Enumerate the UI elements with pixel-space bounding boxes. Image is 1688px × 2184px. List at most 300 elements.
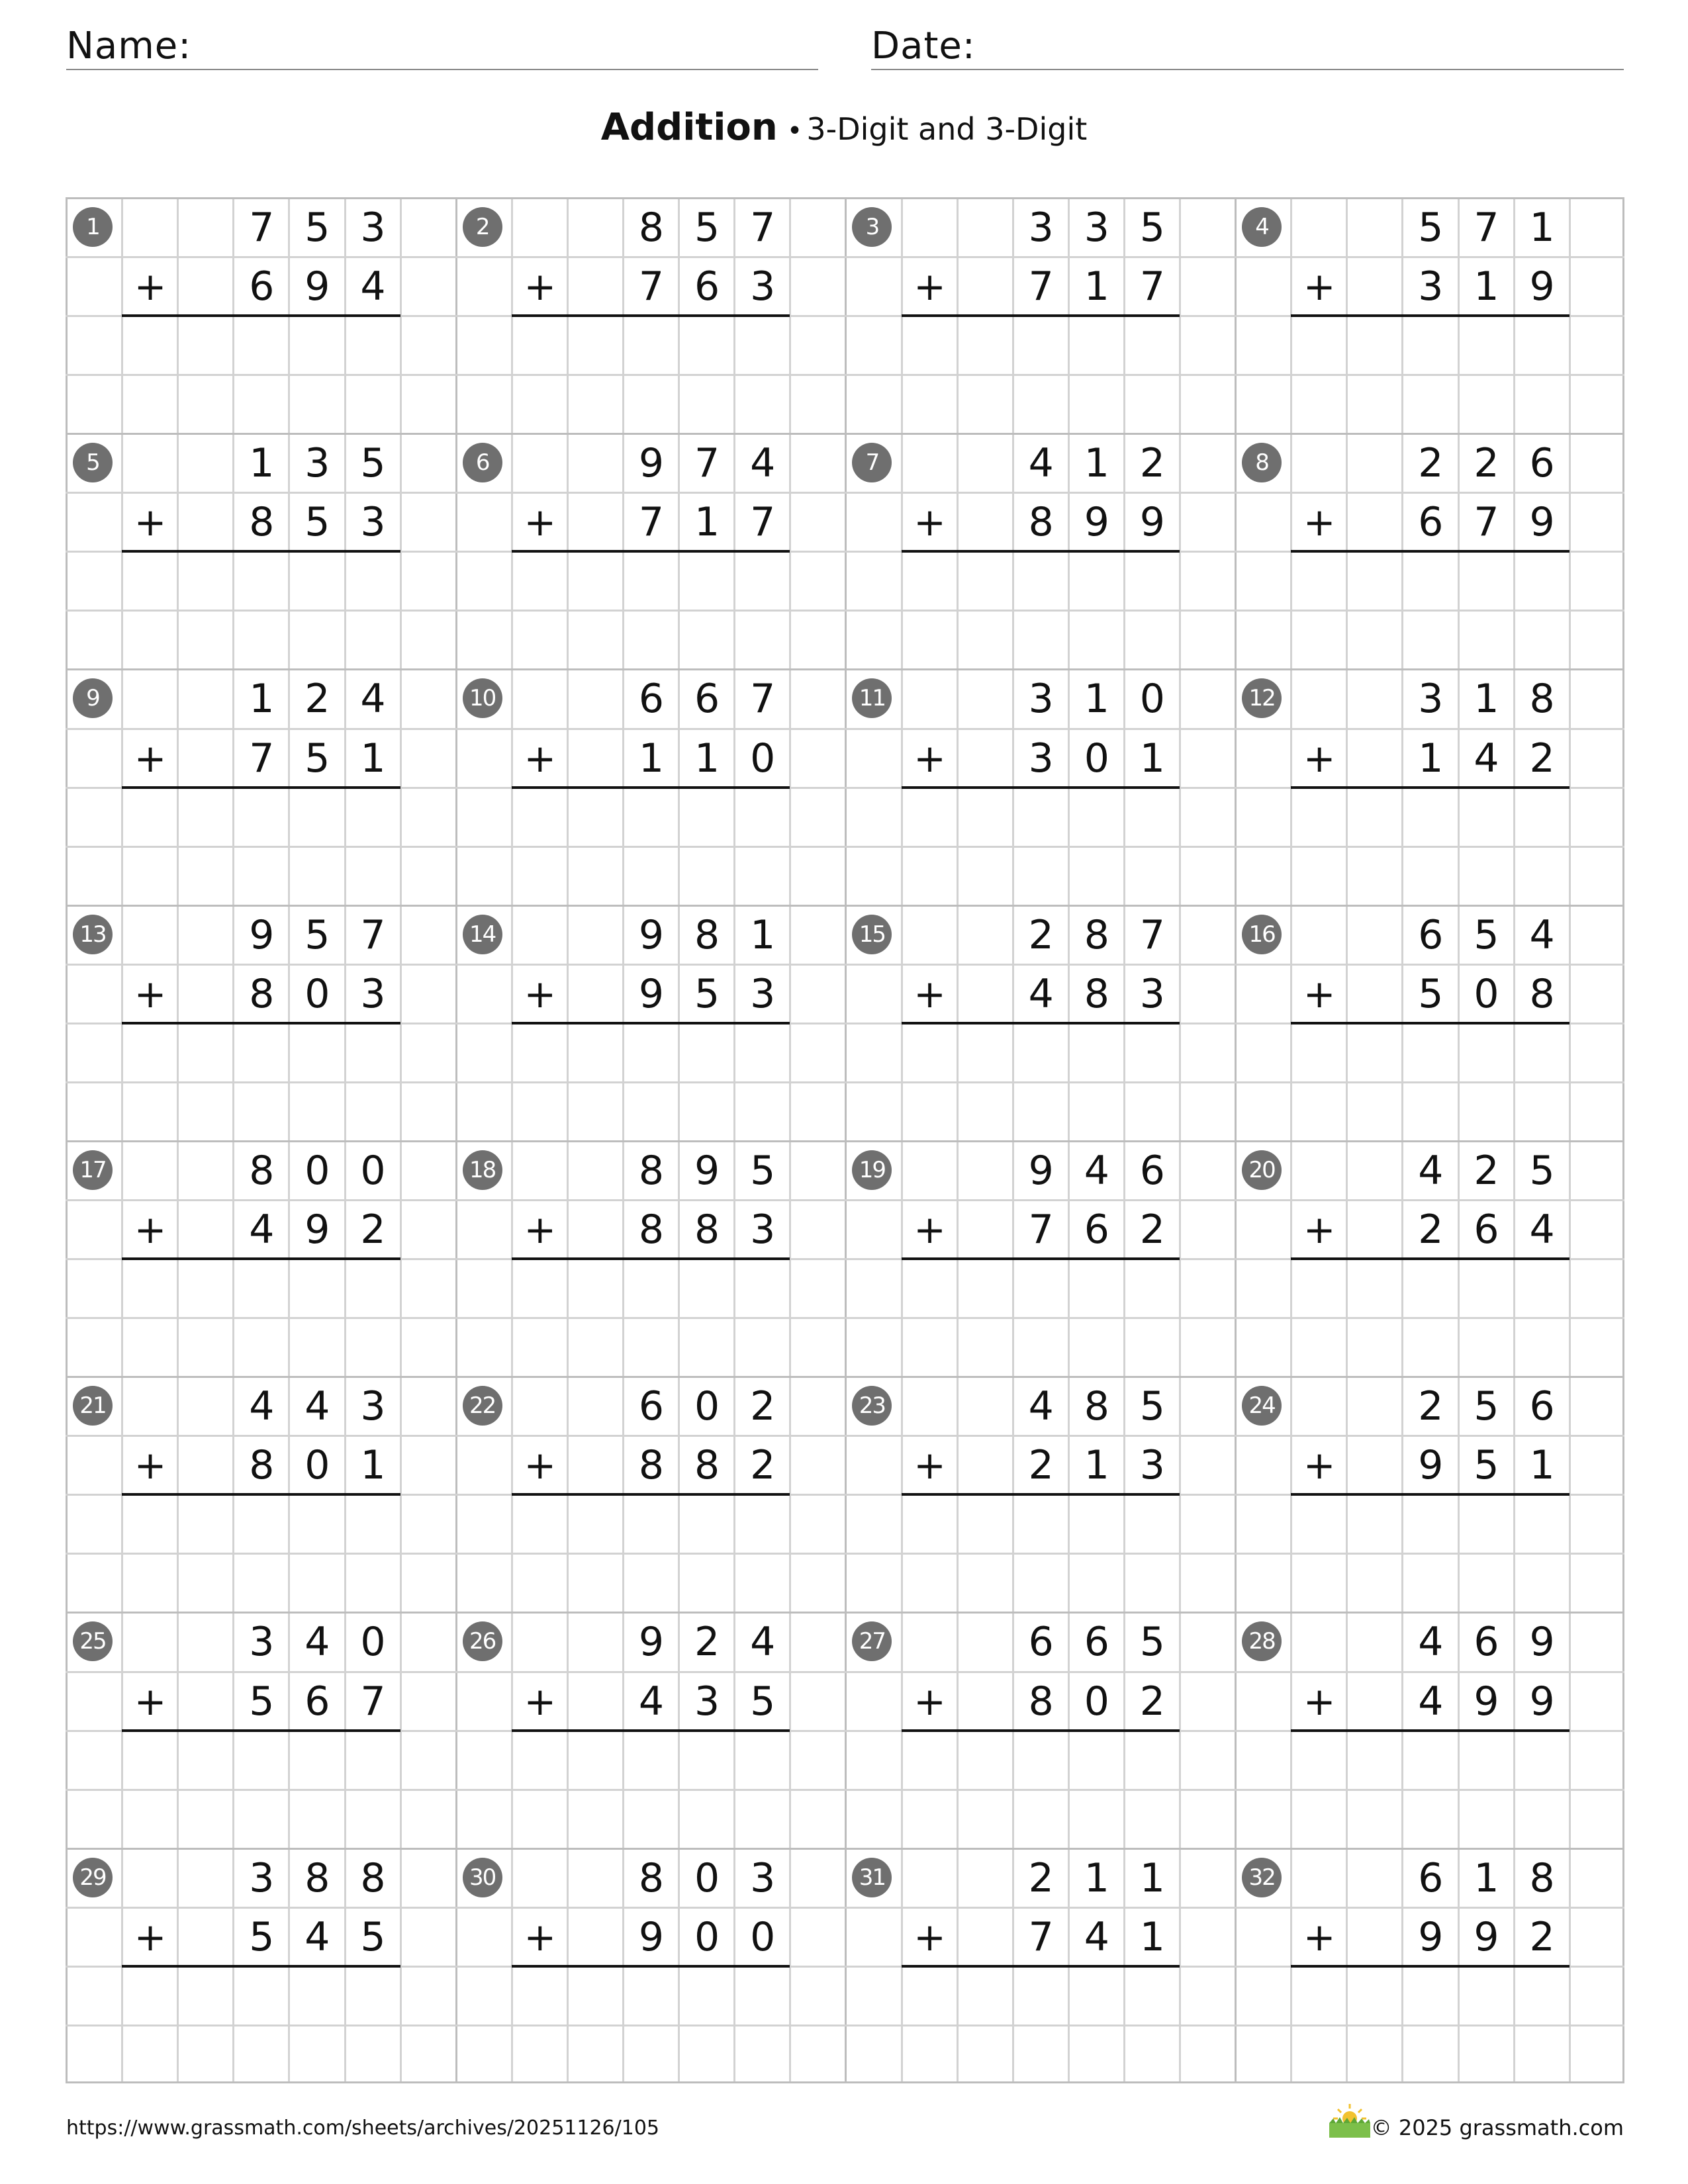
problem-number-badge: 21 <box>73 1386 113 1426</box>
answer-area[interactable] <box>513 1496 788 1551</box>
answer-area[interactable] <box>903 317 1178 372</box>
bottom-addend-digit: 7 <box>750 499 776 546</box>
top-addend-digit: 6 <box>1418 911 1444 958</box>
bottom-addend-digit: 4 <box>638 1678 665 1725</box>
bottom-addend-digit: 3 <box>1418 263 1444 310</box>
top-addend-digit: 8 <box>1529 1854 1555 1901</box>
bottom-addend-digit: 6 <box>1474 1206 1499 1253</box>
problem-number-badge: 8 <box>1242 443 1282 482</box>
bottom-addend-digit: 3 <box>750 1206 776 1253</box>
bottom-addend-digit: 9 <box>1474 1678 1499 1725</box>
bottom-addend-digit: 5 <box>750 1678 776 1725</box>
top-addend-digit: 5 <box>1474 911 1499 958</box>
top-addend-digit: 4 <box>305 1383 330 1430</box>
top-addend-digit: 2 <box>1418 1383 1444 1430</box>
top-addend-digit: 1 <box>1474 1854 1499 1901</box>
plus-sign: + <box>134 1443 167 1488</box>
bottom-addend-digit: 3 <box>750 970 776 1017</box>
top-addend-digit: 6 <box>1139 1147 1165 1194</box>
top-addend-digit: 6 <box>1529 440 1555 487</box>
bottom-addend-digit: 8 <box>1529 970 1555 1017</box>
problem-number-badge: 26 <box>463 1621 502 1661</box>
answer-area[interactable] <box>1292 553 1567 608</box>
bottom-addend-digit: 0 <box>750 1913 776 1960</box>
bottom-addend-digit: 3 <box>750 263 776 310</box>
top-addend-digit: 2 <box>694 1619 720 1666</box>
top-addend-digit: 3 <box>750 1854 776 1901</box>
top-addend-digit: 5 <box>1139 205 1165 251</box>
bottom-addend-digit: 3 <box>360 499 386 546</box>
plus-sign: + <box>1303 1207 1336 1253</box>
top-addend-digit: 4 <box>1028 440 1054 487</box>
top-addend-digit: 7 <box>249 205 275 251</box>
bottom-addend-digit: 9 <box>1139 499 1165 546</box>
problem-number-badge: 19 <box>852 1150 892 1190</box>
top-addend-digit: 6 <box>1028 1619 1054 1666</box>
top-addend-digit: 4 <box>249 1383 275 1430</box>
bottom-addend-digit: 1 <box>1084 1442 1109 1489</box>
bottom-addend-digit: 9 <box>1529 499 1555 546</box>
answer-area[interactable] <box>1292 1024 1567 1079</box>
top-addend-digit: 6 <box>1474 1619 1499 1666</box>
top-addend-digit: 6 <box>694 676 720 723</box>
bottom-addend-digit: 6 <box>1084 1206 1109 1253</box>
grid-line-horizontal <box>66 1317 1624 1319</box>
bottom-addend-digit: 2 <box>1418 1206 1444 1253</box>
bottom-addend-digit: 8 <box>1084 970 1109 1017</box>
bottom-addend-digit: 8 <box>1028 499 1054 546</box>
plus-sign: + <box>914 1914 946 1960</box>
problem-number-badge: 6 <box>463 443 502 482</box>
plus-sign: + <box>1303 1678 1336 1724</box>
answer-area[interactable] <box>513 553 788 608</box>
top-addend-digit: 0 <box>694 1854 720 1901</box>
bottom-addend-digit: 7 <box>1474 499 1499 546</box>
top-addend-digit: 3 <box>1084 205 1109 251</box>
grid-line-horizontal <box>66 846 1624 848</box>
bottom-addend-digit: 2 <box>360 1206 386 1253</box>
top-addend-digit: 7 <box>1474 205 1499 251</box>
top-addend-digit: 5 <box>750 1147 776 1194</box>
grass-sun-logo-icon <box>1327 2101 1373 2140</box>
top-addend-digit: 8 <box>249 1147 275 1194</box>
top-addend-digit: 1 <box>1084 676 1109 723</box>
top-addend-digit: 2 <box>1028 1854 1054 1901</box>
answer-area[interactable] <box>1292 317 1567 372</box>
bottom-addend-digit: 1 <box>1529 1442 1555 1489</box>
title-main: Addition <box>600 106 778 149</box>
problem-number-badge: 10 <box>463 678 502 718</box>
top-addend-digit: 5 <box>1529 1147 1555 1194</box>
answer-area[interactable] <box>903 789 1178 844</box>
plus-sign: + <box>524 735 557 781</box>
problem-number-badge: 4 <box>1242 207 1282 247</box>
answer-area[interactable] <box>1292 1260 1567 1315</box>
top-addend-digit: 8 <box>1084 1383 1109 1430</box>
top-addend-digit: 4 <box>750 440 776 487</box>
top-addend-digit: 9 <box>638 1619 665 1666</box>
answer-area[interactable] <box>123 1496 398 1551</box>
top-addend-digit: 4 <box>1084 1147 1109 1194</box>
top-addend-digit: 7 <box>1139 911 1165 958</box>
plus-sign: + <box>1303 971 1336 1017</box>
bottom-addend-digit: 9 <box>638 970 665 1017</box>
answer-area[interactable] <box>903 553 1178 608</box>
top-addend-digit: 5 <box>360 440 386 487</box>
answer-area[interactable] <box>1292 1968 1567 2023</box>
bottom-addend-digit: 3 <box>360 970 386 1017</box>
top-addend-digit: 8 <box>360 1854 386 1901</box>
top-addend-digit: 8 <box>694 911 720 958</box>
top-addend-digit: 7 <box>360 911 386 958</box>
plus-sign: + <box>134 1678 167 1724</box>
top-addend-digit: 0 <box>305 1147 330 1194</box>
problem-number-badge: 28 <box>1242 1621 1282 1661</box>
bottom-addend-digit: 1 <box>360 1442 386 1489</box>
problem-number-badge: 20 <box>1242 1150 1282 1190</box>
grid-line-horizontal <box>66 1789 1624 1791</box>
top-addend-digit: 5 <box>694 205 720 251</box>
answer-area[interactable] <box>513 1732 788 1787</box>
answer-area[interactable] <box>123 317 398 372</box>
bottom-addend-digit: 7 <box>1139 263 1165 310</box>
top-addend-digit: 3 <box>360 205 386 251</box>
bottom-addend-digit: 8 <box>1028 1678 1054 1725</box>
bottom-addend-digit: 4 <box>1084 1913 1109 1960</box>
top-addend-digit: 9 <box>694 1147 720 1194</box>
bottom-addend-digit: 9 <box>1529 1678 1555 1725</box>
grid-line-horizontal <box>66 610 1624 612</box>
bottom-addend-digit: 2 <box>750 1442 776 1489</box>
plus-sign: + <box>134 971 167 1017</box>
problem-number-badge: 11 <box>852 678 892 718</box>
bottom-addend-digit: 2 <box>1139 1206 1165 1253</box>
bottom-addend-digit: 6 <box>1418 499 1444 546</box>
bottom-addend-digit: 2 <box>1139 1678 1165 1725</box>
top-addend-digit: 8 <box>638 1147 665 1194</box>
grid-line-horizontal <box>66 374 1624 376</box>
top-addend-digit: 8 <box>1529 676 1555 723</box>
plus-sign: + <box>524 1678 557 1724</box>
bottom-addend-digit: 5 <box>694 970 720 1017</box>
problem-number-badge: 15 <box>852 915 892 954</box>
bottom-addend-digit: 5 <box>305 499 330 546</box>
problem-number-badge: 18 <box>463 1150 502 1190</box>
bottom-addend-digit: 8 <box>638 1442 665 1489</box>
plus-sign: + <box>914 971 946 1017</box>
top-addend-digit: 6 <box>638 676 665 723</box>
bottom-addend-digit: 9 <box>638 1913 665 1960</box>
problem-number-badge: 30 <box>463 1858 502 1897</box>
top-addend-digit: 3 <box>249 1619 275 1666</box>
bottom-addend-digit: 1 <box>1139 735 1165 782</box>
problem-number-badge: 27 <box>852 1621 892 1661</box>
name-field[interactable] <box>66 20 818 70</box>
top-addend-digit: 6 <box>638 1383 665 1430</box>
bottom-addend-digit: 3 <box>1028 735 1054 782</box>
bottom-addend-digit: 4 <box>1474 735 1499 782</box>
plus-sign: + <box>1303 500 1336 545</box>
grid-line-horizontal <box>66 1553 1624 1555</box>
bottom-addend-digit: 0 <box>305 970 330 1017</box>
plus-sign: + <box>1303 1443 1336 1488</box>
top-addend-digit: 1 <box>750 911 776 958</box>
top-addend-digit: 2 <box>1474 1147 1499 1194</box>
top-addend-digit: 4 <box>1028 1383 1054 1430</box>
bottom-addend-digit: 2 <box>1028 1442 1054 1489</box>
bottom-addend-digit: 5 <box>249 1913 275 1960</box>
top-addend-digit: 6 <box>1418 1854 1444 1901</box>
problem-grid <box>66 197 1624 2083</box>
bottom-addend-digit: 9 <box>305 263 330 310</box>
bottom-addend-digit: 9 <box>1418 1442 1444 1489</box>
problem-number-badge: 17 <box>73 1150 113 1190</box>
top-addend-digit: 3 <box>249 1854 275 1901</box>
plus-sign: + <box>914 1443 946 1488</box>
answer-area[interactable] <box>903 1496 1178 1551</box>
plus-sign: + <box>134 1207 167 1253</box>
top-addend-digit: 8 <box>305 1854 330 1901</box>
problem-number-badge: 24 <box>1242 1386 1282 1426</box>
top-addend-digit: 3 <box>1028 676 1054 723</box>
top-addend-digit: 7 <box>750 205 776 251</box>
plus-sign: + <box>134 264 167 310</box>
answer-area[interactable] <box>513 317 788 372</box>
problem-number-badge: 32 <box>1242 1858 1282 1897</box>
problem-number-badge: 12 <box>1242 678 1282 718</box>
plus-sign: + <box>524 500 557 545</box>
bottom-addend-digit: 4 <box>1418 1678 1444 1725</box>
top-addend-digit: 5 <box>1474 1383 1499 1430</box>
top-addend-digit: 4 <box>360 676 386 723</box>
bottom-addend-digit: 9 <box>1474 1913 1499 1960</box>
bottom-addend-digit: 1 <box>694 499 720 546</box>
footer-url: https://www.grassmath.com/sheets/archives/20251126/105 <box>66 2116 660 2140</box>
top-addend-digit: 1 <box>1474 676 1499 723</box>
problem-number-badge: 2 <box>463 207 502 247</box>
grid-line-horizontal <box>66 1081 1624 1083</box>
footer-copyright: © 2025 grassmath.com <box>1370 2115 1624 2140</box>
answer-area[interactable] <box>513 1968 788 2023</box>
plus-sign: + <box>914 500 946 545</box>
title-subtitle: 3-Digit and 3-Digit <box>806 111 1088 147</box>
top-addend-digit: 1 <box>1139 1854 1165 1901</box>
answer-area[interactable] <box>903 1024 1178 1079</box>
date-field[interactable] <box>871 20 1624 70</box>
bottom-addend-digit: 0 <box>1084 1678 1109 1725</box>
bottom-addend-digit: 7 <box>1028 263 1054 310</box>
bottom-addend-digit: 7 <box>249 735 275 782</box>
top-addend-digit: 1 <box>249 440 275 487</box>
top-addend-digit: 2 <box>1139 440 1165 487</box>
top-addend-digit: 8 <box>638 205 665 251</box>
plus-sign: + <box>524 1443 557 1488</box>
top-addend-digit: 6 <box>1084 1619 1109 1666</box>
answer-area[interactable] <box>123 1260 398 1315</box>
top-addend-digit: 9 <box>1529 1619 1555 1666</box>
top-addend-digit: 3 <box>360 1383 386 1430</box>
top-addend-digit: 4 <box>1418 1147 1444 1194</box>
grid-line-horizontal <box>66 2025 1624 2026</box>
top-addend-digit: 3 <box>305 440 330 487</box>
answer-area[interactable] <box>1292 789 1567 844</box>
bottom-addend-digit: 0 <box>1474 970 1499 1017</box>
top-addend-digit: 0 <box>360 1619 386 1666</box>
answer-area[interactable] <box>903 1260 1178 1315</box>
bottom-addend-digit: 8 <box>694 1442 720 1489</box>
bottom-addend-digit: 2 <box>1529 1913 1555 1960</box>
problem-number-badge: 14 <box>463 915 502 954</box>
top-addend-digit: 1 <box>1084 440 1109 487</box>
answer-area[interactable] <box>513 1024 788 1079</box>
bottom-addend-digit: 1 <box>638 735 665 782</box>
top-addend-digit: 8 <box>1084 911 1109 958</box>
bottom-addend-digit: 0 <box>305 1442 330 1489</box>
plus-sign: + <box>524 1207 557 1253</box>
top-addend-digit: 9 <box>1028 1147 1054 1194</box>
answer-area[interactable] <box>123 1732 398 1787</box>
answer-area[interactable] <box>903 1732 1178 1787</box>
bottom-addend-digit: 0 <box>1084 735 1109 782</box>
bottom-addend-digit: 4 <box>249 1206 275 1253</box>
bottom-addend-digit: 6 <box>694 263 720 310</box>
answer-area[interactable] <box>903 1968 1178 2023</box>
bottom-addend-digit: 4 <box>1028 970 1054 1017</box>
bottom-addend-digit: 3 <box>1139 1442 1165 1489</box>
bottom-addend-digit: 3 <box>694 1678 720 1725</box>
top-addend-digit: 7 <box>750 676 776 723</box>
top-addend-digit: 5 <box>1139 1383 1165 1430</box>
top-addend-digit: 3 <box>1028 205 1054 251</box>
plus-sign: + <box>134 735 167 781</box>
top-addend-digit: 2 <box>305 676 330 723</box>
date-label: Date: <box>871 24 976 68</box>
bottom-addend-digit: 8 <box>249 970 275 1017</box>
plus-sign: + <box>914 735 946 781</box>
plus-sign: + <box>1303 1914 1336 1960</box>
bottom-addend-digit: 7 <box>638 499 665 546</box>
bottom-addend-digit: 4 <box>360 263 386 310</box>
bottom-addend-digit: 1 <box>694 735 720 782</box>
top-addend-digit: 5 <box>305 911 330 958</box>
plus-sign: + <box>134 500 167 545</box>
problem-number-badge: 5 <box>73 443 113 482</box>
problem-number-badge: 9 <box>73 678 113 718</box>
top-addend-digit: 2 <box>1474 440 1499 487</box>
problem-number-badge: 31 <box>852 1858 892 1897</box>
answer-area[interactable] <box>123 553 398 608</box>
bottom-addend-digit: 8 <box>638 1206 665 1253</box>
bottom-addend-digit: 1 <box>1084 263 1109 310</box>
plus-sign: + <box>524 1914 557 1960</box>
name-label: Name: <box>66 24 192 68</box>
problem-number-badge: 29 <box>73 1858 113 1897</box>
problem-number-badge: 7 <box>852 443 892 482</box>
bottom-addend-digit: 7 <box>1028 1913 1054 1960</box>
top-addend-digit: 4 <box>750 1619 776 1666</box>
answer-area[interactable] <box>123 1024 398 1079</box>
top-addend-digit: 9 <box>638 911 665 958</box>
plus-sign: + <box>1303 264 1336 310</box>
top-addend-digit: 0 <box>360 1147 386 1194</box>
answer-area[interactable] <box>123 1968 398 2023</box>
bottom-addend-digit: 5 <box>305 735 330 782</box>
problem-number-badge: 3 <box>852 207 892 247</box>
top-addend-digit: 1 <box>1529 205 1555 251</box>
plus-sign: + <box>134 1914 167 1960</box>
answer-area[interactable] <box>513 789 788 844</box>
grid-line-horizontal <box>66 2081 1624 2083</box>
plus-sign: + <box>914 264 946 310</box>
bottom-addend-digit: 5 <box>1418 970 1444 1017</box>
answer-area[interactable] <box>1292 1732 1567 1787</box>
bottom-addend-digit: 1 <box>1139 1913 1165 1960</box>
top-addend-digit: 7 <box>694 440 720 487</box>
title-separator: • <box>786 116 803 146</box>
worksheet-title <box>0 106 1688 149</box>
top-addend-digit: 1 <box>1084 1854 1109 1901</box>
plus-sign: + <box>914 1678 946 1724</box>
bottom-addend-digit: 7 <box>1028 1206 1054 1253</box>
problem-number-badge: 1 <box>73 207 113 247</box>
bottom-addend-digit: 8 <box>249 499 275 546</box>
top-addend-digit: 9 <box>638 440 665 487</box>
top-addend-digit: 5 <box>1139 1619 1165 1666</box>
bottom-addend-digit: 7 <box>360 1678 386 1725</box>
bottom-addend-digit: 4 <box>1529 1206 1555 1253</box>
problem-number-badge: 25 <box>73 1621 113 1661</box>
bottom-addend-digit: 8 <box>249 1442 275 1489</box>
bottom-addend-digit: 8 <box>694 1206 720 1253</box>
top-addend-digit: 9 <box>249 911 275 958</box>
bottom-addend-digit: 1 <box>1418 735 1444 782</box>
bottom-addend-digit: 1 <box>1474 263 1499 310</box>
answer-area[interactable] <box>513 1260 788 1315</box>
bottom-addend-digit: 4 <box>305 1913 330 1960</box>
bottom-addend-digit: 5 <box>360 1913 386 1960</box>
top-addend-digit: 1 <box>249 676 275 723</box>
top-addend-digit: 5 <box>1418 205 1444 251</box>
bottom-addend-digit: 0 <box>750 735 776 782</box>
bottom-addend-digit: 3 <box>1139 970 1165 1017</box>
bottom-addend-digit: 9 <box>305 1206 330 1253</box>
top-addend-digit: 4 <box>1529 911 1555 958</box>
problem-number-badge: 23 <box>852 1386 892 1426</box>
plus-sign: + <box>524 971 557 1017</box>
top-addend-digit: 2 <box>1028 911 1054 958</box>
bottom-addend-digit: 6 <box>305 1678 330 1725</box>
bottom-addend-digit: 0 <box>694 1913 720 1960</box>
top-addend-digit: 4 <box>305 1619 330 1666</box>
top-addend-digit: 4 <box>1418 1619 1444 1666</box>
bottom-addend-digit: 2 <box>1529 735 1555 782</box>
plus-sign: + <box>914 1207 946 1253</box>
problem-number-badge: 22 <box>463 1386 502 1426</box>
top-addend-digit: 3 <box>1418 676 1444 723</box>
bottom-addend-digit: 6 <box>249 263 275 310</box>
answer-area[interactable] <box>123 789 398 844</box>
answer-area[interactable] <box>1292 1496 1567 1551</box>
bottom-addend-digit: 9 <box>1418 1913 1444 1960</box>
bottom-addend-digit: 7 <box>638 263 665 310</box>
top-addend-digit: 5 <box>305 205 330 251</box>
bottom-addend-digit: 9 <box>1529 263 1555 310</box>
bottom-addend-digit: 9 <box>1084 499 1109 546</box>
top-addend-digit: 0 <box>694 1383 720 1430</box>
plus-sign: + <box>1303 735 1336 781</box>
bottom-addend-digit: 5 <box>249 1678 275 1725</box>
top-addend-digit: 2 <box>1418 440 1444 487</box>
